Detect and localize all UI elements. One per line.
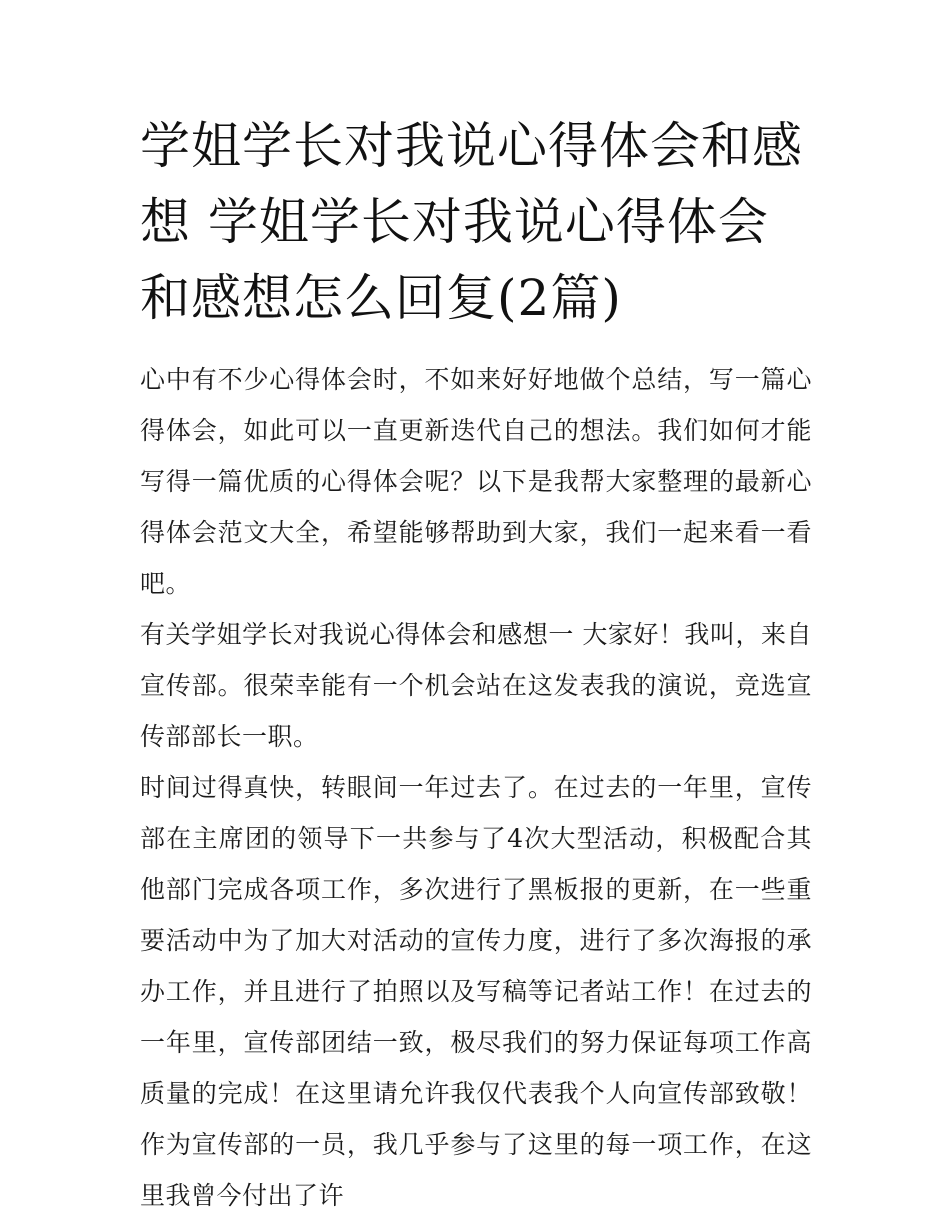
document-body	[140, 354, 812, 1221]
document-page	[140, 108, 812, 1221]
speech-opening-paragraph: 有关学姐学长对我说心得体会和感想一 大家好！我叫，来自宣传部。很荣幸能有一个机会站在这发表我的演说，竞选宣传部部长一职。	[140, 620, 812, 751]
document-title: 学姐学长对我说心得体会和感想 学姐学长对我说心得体会和感想怎么回复(2篇)	[140, 117, 803, 327]
intro-paragraph: 心中有不少心得体会时，不如来好好地做个总结，写一篇心得体会，如此可以一直更新迭代自己的想法。我们如何才能写得一篇优质的心得体会呢？以下是我帮大家整理的最新心得体会范文大全，希望能够帮助到大家，我们一起来看一看吧。	[140, 365, 812, 598]
speech-review-paragraph: 时间过得真快，转眼间一年过去了。在过去的一年里，宣传部在主席团的领导下一共参与了4次大型活动，积极配合其他部门完成各项工作，多次进行了黑板报的更新，在一些重要活动中为了加大对活动的宣传力度，进行了多次海报的承办工作，并且进行了拍照以及写稿等记者站工作！在过去的一年里，宣传部团结一致，极尽我们的努力保证每项工作高质量的完成！在这里请允许我仅代表我个人向宣传部致敬！作为宣传部的一员，我几乎参与了这里的每一项工作，在这里我曾今付出了许	[140, 773, 812, 1210]
